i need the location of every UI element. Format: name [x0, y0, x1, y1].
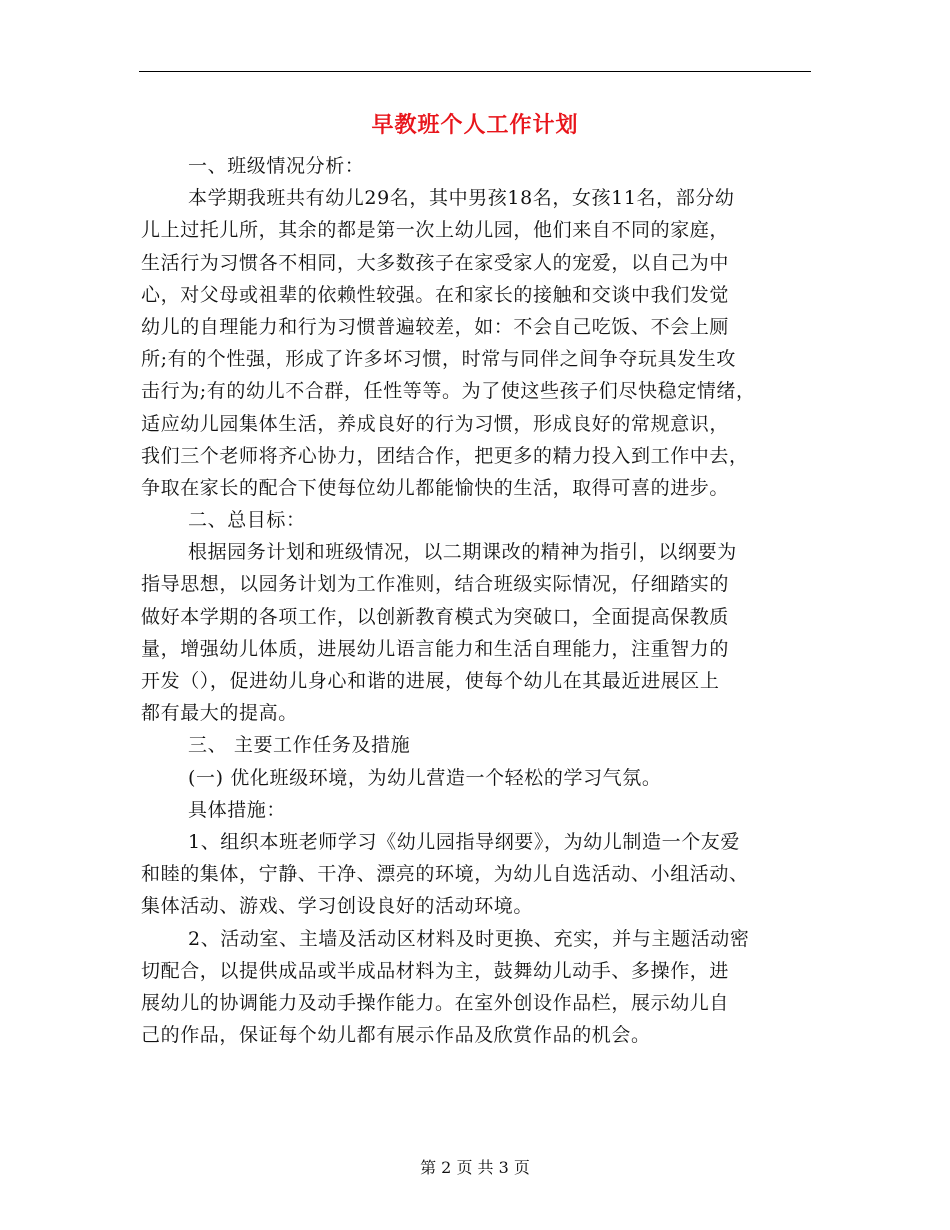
body-text-line: 切配合，以提供成品或半成品材料为主，鼓舞幼儿动手、多操作，进 [141, 959, 730, 982]
body-text-line: 量，增强幼儿体质，进展幼儿语言能力和生活自理能力，注重智力的 [141, 637, 730, 660]
body-text-line: 击行为;有的幼儿不合群，任性等等。为了使这些孩子们尽快稳定情绪， [141, 380, 756, 403]
document-title: 早教班个人工作计划 [371, 112, 579, 138]
body-text-line: 具体措施： [188, 798, 287, 821]
body-text-line: 二、总目标： [188, 509, 306, 532]
body-text-line: 我们三个老师将齐心协力，团结合作，把更多的精力投入到工作中去， [141, 444, 749, 467]
body-text-line: 儿上过托儿所，其余的都是第一次上幼儿园，他们来自不同的家庭， [141, 219, 730, 242]
body-text-line: 所;有的个性强，形成了许多坏习惯，时常与同伴之间争夺玩具发生攻 [141, 348, 737, 371]
body-text-line: (一) 优化班级环境，为幼儿营造一个轻松的学习气氛。 [188, 766, 662, 789]
body-text-line: 己的作品，保证每个幼儿都有展示作品及欣赏作品的机会。 [141, 1024, 651, 1047]
body-text-line: 三、 主要工作任务及措施 [188, 734, 411, 757]
body-text-line: 生活行为习惯各不相同，大多数孩子在家受家人的宠爱，以自己为中 [141, 251, 730, 274]
body-text-line: 本学期我班共有幼儿29名，其中男孩18名，女孩11名，部分幼 [188, 187, 735, 210]
body-text-line: 2、活动室、主墙及活动区材料及时更换、充实，并与主题活动密 [188, 927, 750, 950]
header-rule [139, 71, 811, 72]
body-text-line: 都有最大的提高。 [141, 702, 298, 725]
body-text-line: 和睦的集体，宁静、干净、漂亮的环境，为幼儿自选活动、小组活动、 [141, 863, 749, 886]
body-text-line: 适应幼儿园集体生活，养成良好的行为习惯，形成良好的常规意识， [141, 412, 730, 435]
body-text-line: 心，对父母或祖辈的依赖性较强。在和家长的接触和交谈中我们发觉 [141, 283, 730, 306]
body-text-line: 开发（），促进幼儿身心和谐的进展，使每个幼儿在其最近进展区上 [141, 670, 720, 692]
body-text-line: 1、组织本班老师学习《幼儿园指导纲要》，为幼儿制造一个友爱 [188, 830, 740, 853]
body-text-line: 一、班级情况分析： [188, 155, 365, 177]
body-text-line: 做好本学期的各项工作，以创新教育模式为突破口，全面提高保教质 [141, 605, 730, 628]
body-text-line: 根据园务计划和班级情况，以二期课改的精神为指引，以纲要为 [188, 541, 737, 564]
document-body [141, 150, 813, 1051]
body-text-line: 指导思想，以园务计划为工作准则，结合班级实际情况，仔细踏实的 [141, 573, 730, 596]
page-number: 第 2 页 共 3 页 [420, 1158, 530, 1177]
body-text-line: 幼儿的自理能力和行为习惯普遍较差，如：不会自己吃饭、不会上厕 [141, 315, 730, 338]
body-text-line: 集体活动、游戏、学习创设良好的活动环境。 [141, 895, 534, 918]
body-text-line: 展幼儿的协调能力及动手操作能力。在室外创设作品栏，展示幼儿自 [141, 991, 730, 1014]
body-text-line: 争取在家长的配合下使每位幼儿都能愉快的生活，取得可喜的进步。 [141, 476, 730, 499]
